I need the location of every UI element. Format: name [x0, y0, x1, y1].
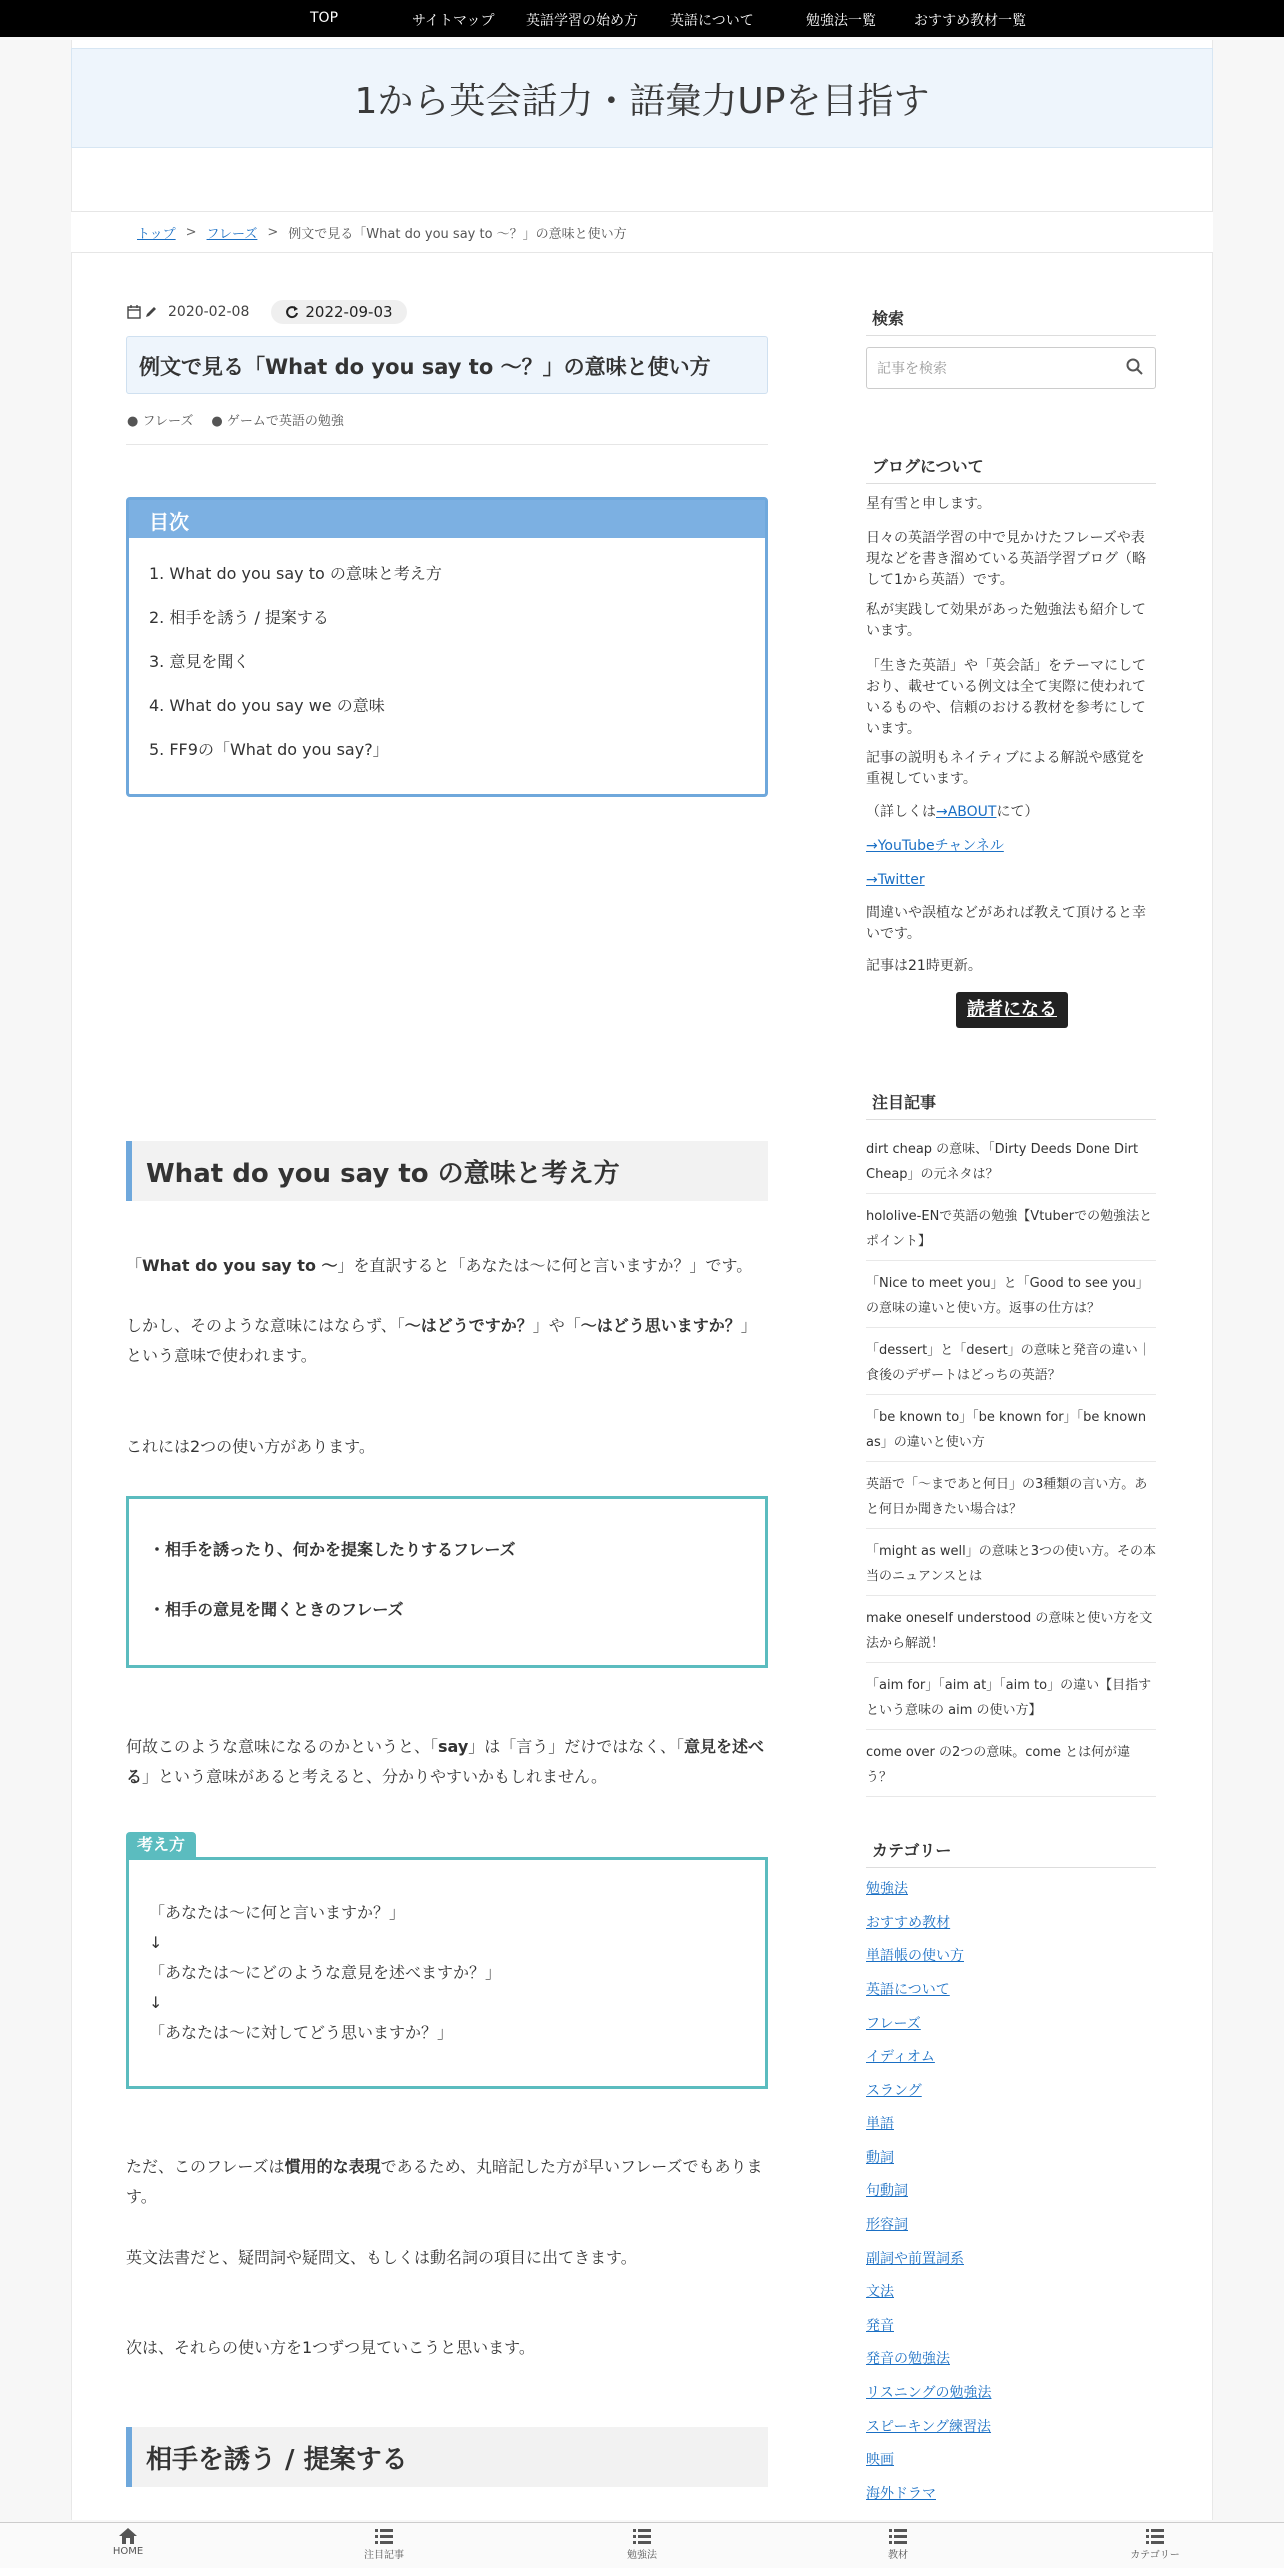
- section-heading: What do you say to の意味と考え方: [126, 1141, 768, 1201]
- section-heading: 相手を誘う / 提案する: [126, 2427, 768, 2487]
- site-title[interactable]: 1から英会話力・語彙力UPを目指す: [354, 80, 930, 122]
- popular-item[interactable]: 「be known to」「be known for」「be known as」の違いと使い方: [866, 1405, 1156, 1462]
- about-text: 記事の説明もネイティブによる解説や感覚を重視しています。: [866, 750, 1145, 787]
- category-link[interactable]: スピーキング練習法: [866, 2419, 992, 2435]
- toc-item[interactable]: 1. What do you say to の意味と考え方: [149, 564, 442, 583]
- nav-top[interactable]: TOP: [310, 10, 339, 26]
- breadcrumb-sep: >: [185, 224, 197, 240]
- bottom-nav-materials[interactable]: [858, 2527, 938, 2561]
- toc-item[interactable]: 4. What do you say we の意味: [149, 696, 385, 715]
- subscribe-button[interactable]: 読者になる: [956, 992, 1068, 1028]
- category-link[interactable]: 映画: [866, 2452, 894, 2468]
- popular-item[interactable]: 英語で「～まであと何日」の3種類の言い方。あと何日か聞きたい場合は？: [866, 1472, 1156, 1529]
- category-link[interactable]: 発音の勉強法: [866, 2351, 950, 2367]
- tag-icon: ●: [127, 414, 139, 429]
- breadcrumb-category[interactable]: フレーズ: [206, 226, 258, 242]
- about-link[interactable]: →ABOUT: [936, 804, 997, 820]
- nav-getting-started[interactable]: 英語学習の始め方: [526, 13, 638, 29]
- popular-item[interactable]: 「might as well」の意味と3つの使い方。その本当のニュアンスとは: [866, 1539, 1156, 1596]
- nav-sitemap[interactable]: サイトマップ: [412, 13, 495, 29]
- category-link[interactable]: 句動詞: [866, 2183, 908, 2199]
- think-line: 「あなたは～に対してどう思いますか？」: [149, 2023, 454, 2042]
- category-link[interactable]: イディオム: [866, 2049, 935, 2065]
- popular-widget-title: 注目記事: [866, 1084, 1156, 1120]
- breadcrumb-home[interactable]: トップ: [137, 226, 176, 242]
- uses-box: [126, 1496, 768, 1668]
- paragraph: これには2つの使い方があります。: [126, 1437, 375, 1456]
- pencil-icon: [144, 305, 158, 319]
- popular-item[interactable]: make oneself understood の意味と使い方を文法から解説！: [866, 1606, 1156, 1663]
- about-text: 「生きた英語」や「英会話」をテーマにしており、載せている例文は全て実際に使われているものや、信頼のおける教材を参考にしています。: [866, 658, 1146, 737]
- updated-badge: [271, 300, 406, 324]
- category-link[interactable]: 動詞: [866, 2150, 894, 2166]
- bottom-nav-label: カテゴリー: [1130, 2550, 1180, 2561]
- think-line: 「あなたは～に何と言いますか？」: [149, 1903, 406, 1922]
- bottom-nav-popular[interactable]: [344, 2527, 424, 2561]
- popular-item[interactable]: dirt cheap の意味、「Dirty Deeds Done Dirt Cheap」の元ネタは？: [866, 1137, 1156, 1194]
- nav-about-english[interactable]: 英語について: [670, 13, 754, 29]
- twitter-link[interactable]: →Twitter: [866, 872, 925, 888]
- toc-item[interactable]: 3. 意見を聞く: [149, 652, 250, 671]
- popular-item[interactable]: 「Nice to meet you」と「Good to see you」の意味の違いと使い方。返事の仕方は？: [866, 1271, 1156, 1328]
- nav-recommended[interactable]: おすすめ教材一覧: [914, 13, 1027, 29]
- about-text: 星有雪と申します。: [866, 496, 991, 512]
- site-header: [71, 48, 1213, 148]
- paragraph: 次は、それらの使い方を1つずつ見ていこうと思います。: [126, 2338, 535, 2357]
- use-item: ・相手の意見を聞くときのフレーズ: [149, 1600, 404, 1619]
- search-widget-title: 検索: [866, 300, 1156, 336]
- category-link[interactable]: リスニングの勉強法: [866, 2385, 992, 2401]
- about-text: 日々の英語学習の中で見かけたフレーズや表現などを書き溜めている英語学習ブログ（略して1から英語）です。: [866, 530, 1146, 588]
- table-of-contents: [126, 497, 768, 797]
- home-icon: [118, 2527, 138, 2545]
- bottom-nav-home[interactable]: [88, 2527, 168, 2557]
- refresh-icon: [285, 305, 299, 319]
- paragraph: 英文法書だと、疑問詞や疑問文、もしくは動名詞の項目に出てきます。: [126, 2248, 637, 2267]
- think-line: ↓: [149, 1993, 163, 2012]
- about-widget-title: ブログについて: [866, 448, 1156, 484]
- twitter-link-row: [866, 870, 1156, 891]
- bottom-nav-categories[interactable]: [1115, 2527, 1195, 2561]
- search-input[interactable]: [866, 347, 1156, 389]
- about-notice: 間違いや誤植などがあれば教えて頂けると幸いです。: [866, 905, 1146, 942]
- category-link[interactable]: 発音: [866, 2318, 894, 2334]
- tag-label: フレーズ: [142, 414, 194, 429]
- tag-label: ゲームで英語の勉強: [226, 414, 344, 429]
- category-widget-title: カテゴリー: [866, 1832, 1156, 1868]
- about-detail: （詳しくは→ABOUTにて）: [866, 804, 1039, 820]
- category-link[interactable]: フレーズ: [866, 2016, 921, 2032]
- think-line: ↓: [149, 1933, 163, 1952]
- toc-title: 目次: [129, 500, 765, 538]
- divider: [126, 444, 768, 445]
- search-placeholder: 記事を検索: [877, 361, 947, 377]
- about-text: 私が実践して効果があった勉強法も紹介しています。: [866, 602, 1146, 639]
- breadcrumb-current: 例文で見る「What do you say to ～？」の意味と使い方: [288, 226, 627, 242]
- category-link[interactable]: 単語帳の使い方: [866, 1948, 964, 1964]
- category-link[interactable]: 文法: [866, 2284, 894, 2300]
- bottom-nav-methods[interactable]: [602, 2527, 682, 2561]
- search-icon[interactable]: [1125, 357, 1145, 377]
- published-date: 2020-02-08: [168, 304, 250, 320]
- bottom-nav-label: 注目記事: [364, 2550, 404, 2561]
- category-link[interactable]: 単語: [866, 2116, 894, 2132]
- post-title: 例文で見る「What do you say to ～？」の意味と使い方: [126, 336, 768, 394]
- popular-item[interactable]: 「dessert」と「desert」の意味と発音の違い｜食後のデザートはどっちの英語？: [866, 1338, 1156, 1395]
- tag-item[interactable]: [211, 410, 344, 429]
- post-meta: [127, 299, 407, 325]
- category-link[interactable]: 形容詞: [866, 2217, 908, 2233]
- category-link[interactable]: 副詞や前置詞系: [866, 2251, 964, 2267]
- youtube-link-row: [866, 836, 1156, 857]
- bottom-nav-label: 教材: [888, 2550, 908, 2561]
- category-link[interactable]: おすすめ教材: [866, 1915, 951, 1931]
- list-icon: [374, 2527, 394, 2545]
- toc-item[interactable]: 5. FF9の「What do you say?」: [149, 740, 389, 759]
- breadcrumb-sep: >: [267, 224, 279, 240]
- paragraph: しかし、そのような意味にはならず、「～はどうですか？」や「～はどう思いますか？」という意味で使われます。: [126, 1316, 757, 1365]
- use-item: ・相手を誘ったり、何かを提案したりするフレーズ: [149, 1540, 516, 1559]
- toc-item[interactable]: 2. 相手を誘う / 提案する: [149, 608, 329, 627]
- top-nav: [0, 0, 1284, 37]
- nav-study-methods[interactable]: 勉強法一覧: [806, 13, 876, 29]
- youtube-link[interactable]: →YouTubeチャンネル: [866, 838, 1004, 854]
- bottom-nav-label: HOME: [112, 2546, 144, 2557]
- paragraph: ただ、このフレーズは慣用的な表現であるため、丸暗記した方が早いフレーズでもあります。: [126, 2157, 763, 2206]
- think-box: [126, 1857, 768, 2089]
- category-link[interactable]: スラング: [866, 2083, 922, 2099]
- bottom-nav: [0, 2522, 1284, 2568]
- category-link[interactable]: 勉強法: [866, 1881, 908, 1897]
- list-icon: [1145, 2527, 1165, 2545]
- calendar-icon: [127, 305, 141, 319]
- think-label: 考え方: [126, 1832, 196, 1858]
- paragraph: 「What do you say to ～」を直訳すると「あなたは～に何と言いますか？」です。: [126, 1256, 753, 1275]
- category-link[interactable]: 英語について: [866, 1982, 950, 1998]
- category-link[interactable]: 海外ドラマ: [866, 2486, 936, 2502]
- popular-item[interactable]: 「aim for」「aim at」「aim to」の違い【目指すという意味の aim の使い方】: [866, 1673, 1156, 1730]
- list-icon: [888, 2527, 908, 2545]
- about-update: 記事は21時更新。: [866, 958, 982, 974]
- post-tags: [127, 410, 344, 429]
- popular-item[interactable]: hololive-ENで英語の勉強【Vtuberでの勉強法とポイント】: [866, 1204, 1156, 1261]
- list-icon: [632, 2527, 652, 2545]
- paragraph: 何故このような意味になるのかというと、「say」は「言う」だけではなく、「意見を述べる」という意味があると考えると、分かりやすいかもしれません。: [126, 1737, 764, 1786]
- tag-item[interactable]: [127, 410, 193, 429]
- think-line: 「あなたは～にどのような意見を述べますか？」: [149, 1963, 502, 1982]
- breadcrumb: [71, 211, 1213, 253]
- updated-date: 2022-09-03: [305, 303, 393, 321]
- bottom-nav-label: 勉強法: [627, 2550, 657, 2561]
- popular-item[interactable]: come over の2つの意味。come とは何が違う？: [866, 1740, 1156, 1797]
- tag-icon: ●: [211, 414, 223, 429]
